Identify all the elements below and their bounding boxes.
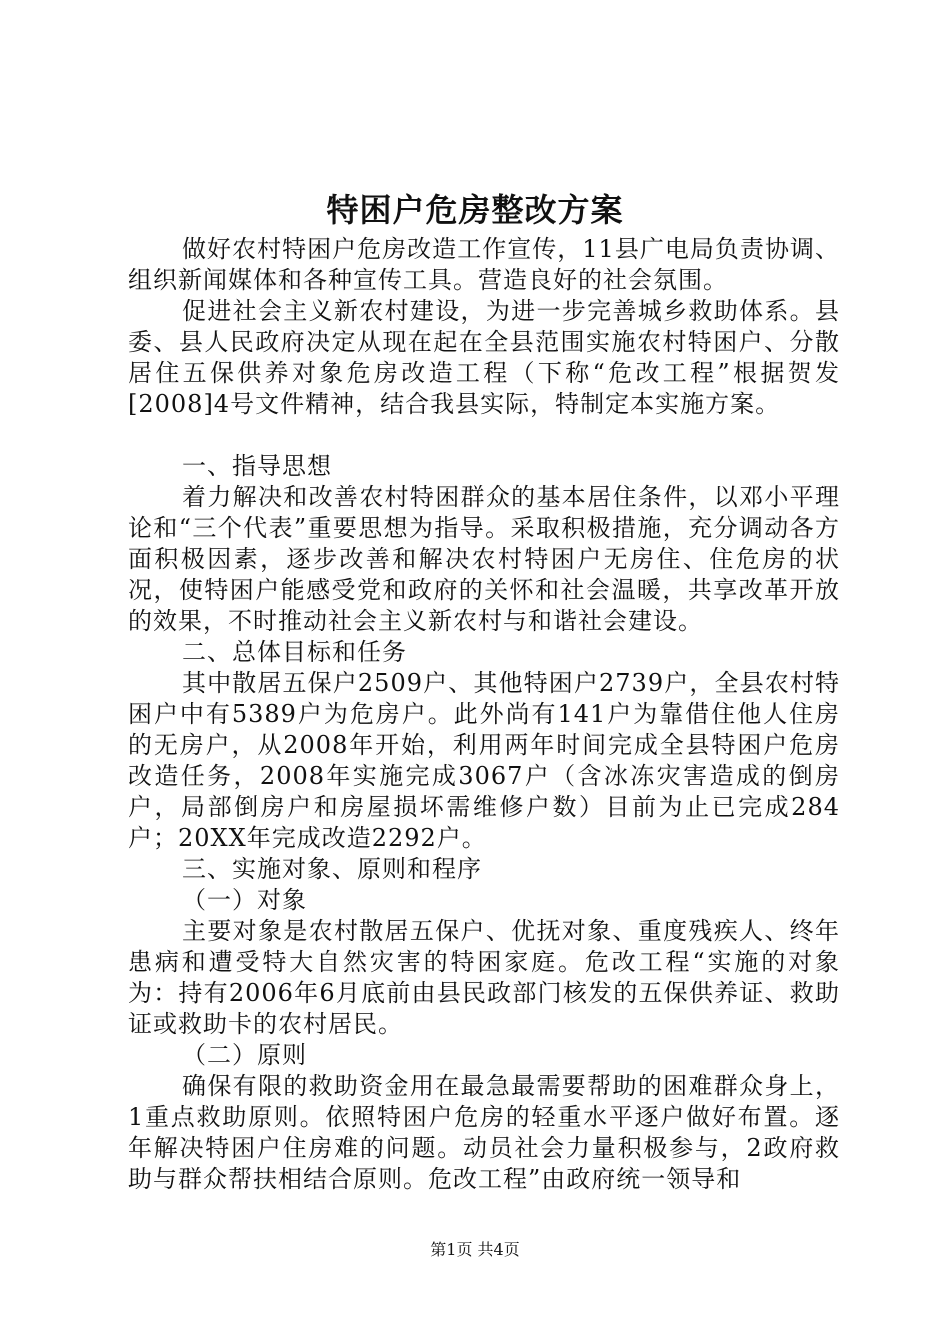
document-title: 特困户危房整改方案	[326, 191, 624, 229]
paragraph-principles: 确保有限的救助资金用在最急最需要帮助的困难群众身上，1重点救助原则。依照特困户危房的轻重水平逐户做好布置。逐年解决特困户住房难的问题。动员社会力量积极参与，2政府救助与群众帮扶相结合原则。危改工程”由政府统一领导和	[128, 1072, 840, 1193]
subheading-principles: （二）原则	[182, 1041, 307, 1069]
section-heading-goals-tasks: 二、总体目标和任务	[182, 638, 407, 666]
paragraph-intro-purpose: 促进社会主义新农村建设，为进一步完善城乡救助体系。县委、县人民政府决定从现在起在全县范围实施农村特困户、分散居住五保供养对象危房改造工程（下称“危改工程”根据贺发[2008]4号文件精神，结合我县实际，特制定本实施方案。	[128, 297, 840, 418]
paragraph-intro-publicity: 做好农村特困户危房改造工作宣传，11县广电局负责协调、组织新闻媒体和各种宣传工具。营造良好的社会氛围。	[128, 235, 840, 294]
paragraph-targets: 主要对象是农村散居五保户、优抚对象、重度残疾人、终年患病和遭受特大自然灾害的特困家庭。危改工程“实施的对象为：持有2006年6月底前由县民政部门核发的五保供养证、救助证或救助卡的农村居民。	[128, 917, 840, 1038]
section-heading-guiding-ideology: 一、指导思想	[182, 452, 332, 480]
paragraph-guiding-ideology: 着力解决和改善农村特困群众的基本居住条件，以邓小平理论和“三个代表”重要思想为指导。采取积极措施，充分调动各方面积极因素，逐步改善和解决农村特困户无房住、住危房的状况，使特困户能感受党和政府的关怀和社会温暖，共享改革开放的效果，不时推动社会主义新农村与和谐社会建设。	[128, 483, 840, 635]
subheading-targets: （一）对象	[182, 886, 307, 914]
section-heading-targets-principles: 三、实施对象、原则和程序	[182, 855, 482, 883]
page-number-footer: 第1页 共4页	[430, 1240, 520, 1259]
paragraph-goals-tasks: 其中散居五保户2509户、其他特困户2739户，全县农村特困户中有5389户为危房户。此外尚有141户为靠借住他人住房的无房户，从2008年开始，利用两年时间完成全县特困户危房改造任务，2008年实施完成3067户（含冰冻灾害造成的倒房户，局部倒房户和房屋损坏需维修户数）目前为止已完成284户；20XX年完成改造2292户。	[128, 669, 840, 852]
document-body	[128, 234, 840, 1195]
paragraph-spacer	[128, 420, 840, 451]
